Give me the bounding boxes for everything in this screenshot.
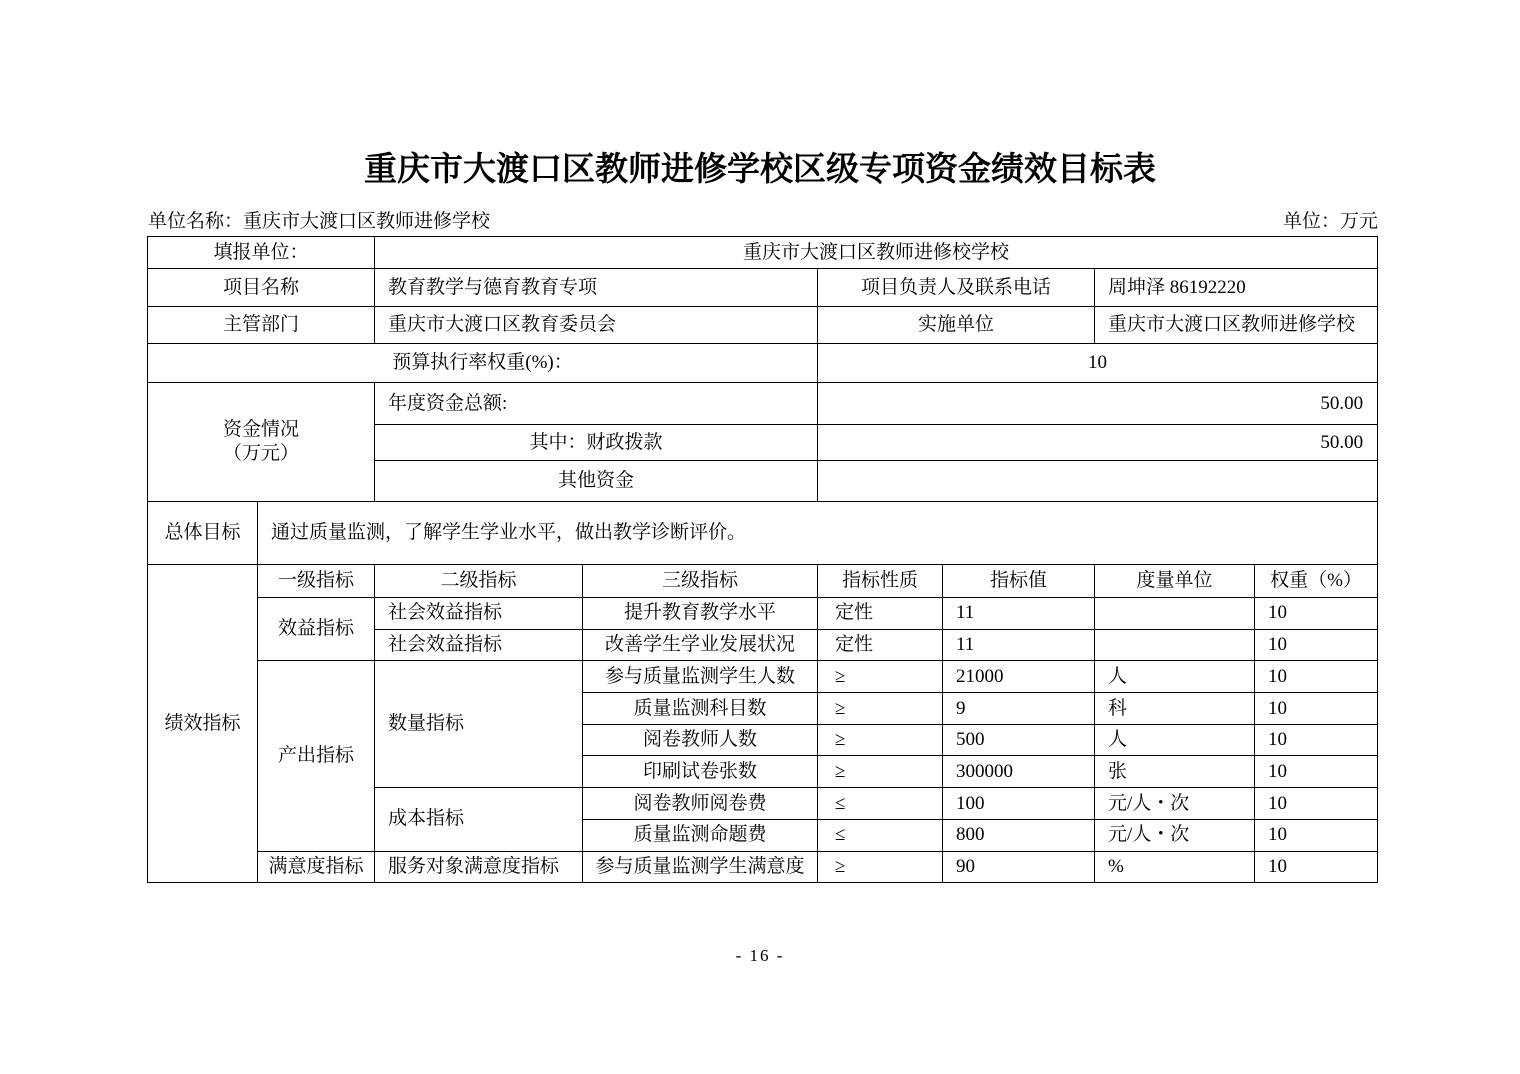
level3-cell: 印刷试卷张数	[583, 756, 818, 788]
header-nature-cell: 指标性质	[818, 565, 943, 598]
table-row	[148, 307, 1378, 344]
nature-cell: ≥	[818, 851, 943, 883]
dept-label-cell: 主管部门	[148, 307, 375, 344]
performance-side-label-cell: 绩效指标	[148, 565, 258, 883]
page-title: 重庆市大渡口区教师进修学校区级专项资金绩效目标表	[364, 150, 1156, 187]
unit-cell: 元/人・次	[1095, 788, 1255, 820]
weight-cell: 10	[1255, 788, 1378, 820]
nature-cell: ≤	[818, 788, 943, 820]
weight-cell: 10	[1255, 819, 1378, 851]
nature-cell: ≥	[818, 724, 943, 756]
project-leader-value-cell: 周坤泽 86192220	[1095, 269, 1378, 307]
header-weight-cell: 权重（%）	[1255, 565, 1378, 598]
level3-cell: 质量监测命题费	[583, 819, 818, 851]
funds-group-label-cell	[148, 383, 375, 502]
level3-cell: 改善学生学业发展状况	[583, 629, 818, 661]
unit-cell: 人	[1095, 724, 1255, 756]
level2-cell: 社会效益指标	[375, 598, 583, 630]
weight-cell: 10	[1255, 693, 1378, 725]
level1-cell: 产出指标	[258, 661, 375, 851]
level2-cell: 社会效益指标	[375, 629, 583, 661]
unit-cell: %	[1095, 851, 1255, 883]
level2-cell: 成本指标	[375, 788, 583, 851]
fiscal-allocation-label-cell: 其中：财政拨款	[375, 425, 818, 461]
report-unit-value-cell: 重庆市大渡口区教师进修校学校	[375, 237, 1378, 269]
table-row	[148, 237, 1378, 269]
indicator-row	[148, 661, 1378, 693]
unit-name-text: 单位名称：重庆市大渡口区教师进修学校	[148, 211, 491, 232]
indicator-row	[148, 598, 1378, 630]
value-cell: 100	[943, 788, 1095, 820]
value-cell: 800	[943, 819, 1095, 851]
header-level2-cell: 二级指标	[375, 565, 583, 598]
budget-rate-value-cell: 10	[818, 344, 1378, 383]
level3-cell: 参与质量监测学生满意度	[583, 851, 818, 883]
header-unit-cell: 度量单位	[1095, 565, 1255, 598]
other-funds-label-cell: 其他资金	[375, 461, 818, 502]
nature-cell: 定性	[818, 629, 943, 661]
nature-cell: ≥	[818, 756, 943, 788]
level3-cell: 质量监测科目数	[583, 693, 818, 725]
weight-cell: 10	[1255, 629, 1378, 661]
value-cell: 300000	[943, 756, 1095, 788]
funds-label-line2: （万元）	[223, 443, 300, 464]
value-cell: 90	[943, 851, 1095, 883]
level2-cell: 服务对象满意度指标	[375, 851, 583, 883]
budget-rate-label-cell: 预算执行率权重(%)：	[148, 344, 818, 383]
unit-cell: 元/人・次	[1095, 819, 1255, 851]
unit-cell: 张	[1095, 756, 1255, 788]
project-name-value-cell: 教育教学与德育教育专项	[375, 269, 818, 307]
performance-target-table	[147, 236, 1378, 883]
impl-unit-label-cell: 实施单位	[818, 307, 1095, 344]
value-cell: 11	[943, 629, 1095, 661]
weight-cell: 10	[1255, 724, 1378, 756]
nature-cell: ≥	[818, 661, 943, 693]
meta-row	[148, 206, 1378, 233]
impl-unit-value-cell: 重庆市大渡口区教师进修学校	[1095, 307, 1378, 344]
weight-cell: 10	[1255, 661, 1378, 693]
level1-cell: 效益指标	[258, 598, 375, 661]
other-funds-value-cell	[818, 461, 1378, 502]
nature-cell: 定性	[818, 598, 943, 630]
project-leader-label-cell: 项目负责人及联系电话	[818, 269, 1095, 307]
unit-cell: 人	[1095, 661, 1255, 693]
table-row	[148, 502, 1378, 565]
level2-cell: 数量指标	[375, 661, 583, 788]
weight-cell: 10	[1255, 851, 1378, 883]
level1-cell: 满意度指标	[258, 851, 375, 883]
value-cell: 500	[943, 724, 1095, 756]
annual-total-value-cell: 50.00	[818, 383, 1378, 425]
unit-currency-text: 单位：万元	[1282, 211, 1378, 232]
project-name-label-cell: 项目名称	[148, 269, 375, 307]
table-row	[148, 344, 1378, 383]
dept-value-cell: 重庆市大渡口区教育委员会	[375, 307, 818, 344]
annual-total-label-cell: 年度资金总额:	[375, 383, 818, 425]
indicator-row	[148, 851, 1378, 883]
value-cell: 9	[943, 693, 1095, 725]
page-number: - 16 -	[735, 946, 785, 965]
table-row	[148, 383, 1378, 425]
unit-cell	[1095, 629, 1255, 661]
overall-goal-value-cell: 通过质量监测，了解学生学业水平，做出教学诊断评价。	[258, 502, 1378, 565]
nature-cell: ≤	[818, 819, 943, 851]
level3-cell: 阅卷教师阅卷费	[583, 788, 818, 820]
table-row	[148, 269, 1378, 307]
report-unit-label-cell: 填报单位：	[148, 237, 375, 269]
weight-cell: 10	[1255, 756, 1378, 788]
unit-cell	[1095, 598, 1255, 630]
unit-cell: 科	[1095, 693, 1255, 725]
indicator-header-row	[148, 565, 1378, 598]
value-cell: 21000	[943, 661, 1095, 693]
level3-cell: 参与质量监测学生人数	[583, 661, 818, 693]
level3-cell: 阅卷教师人数	[583, 724, 818, 756]
level3-cell: 提升教育教学水平	[583, 598, 818, 630]
fiscal-allocation-value-cell: 50.00	[818, 425, 1378, 461]
value-cell: 11	[943, 598, 1095, 630]
nature-cell: ≥	[818, 693, 943, 725]
header-level1-cell: 一级指标	[258, 565, 375, 598]
funds-label-line1: 资金情况	[223, 419, 300, 441]
overall-goal-label-cell: 总体目标	[148, 502, 258, 565]
header-value-cell: 指标值	[943, 565, 1095, 598]
weight-cell: 10	[1255, 598, 1378, 630]
header-level3-cell: 三级指标	[583, 565, 818, 598]
